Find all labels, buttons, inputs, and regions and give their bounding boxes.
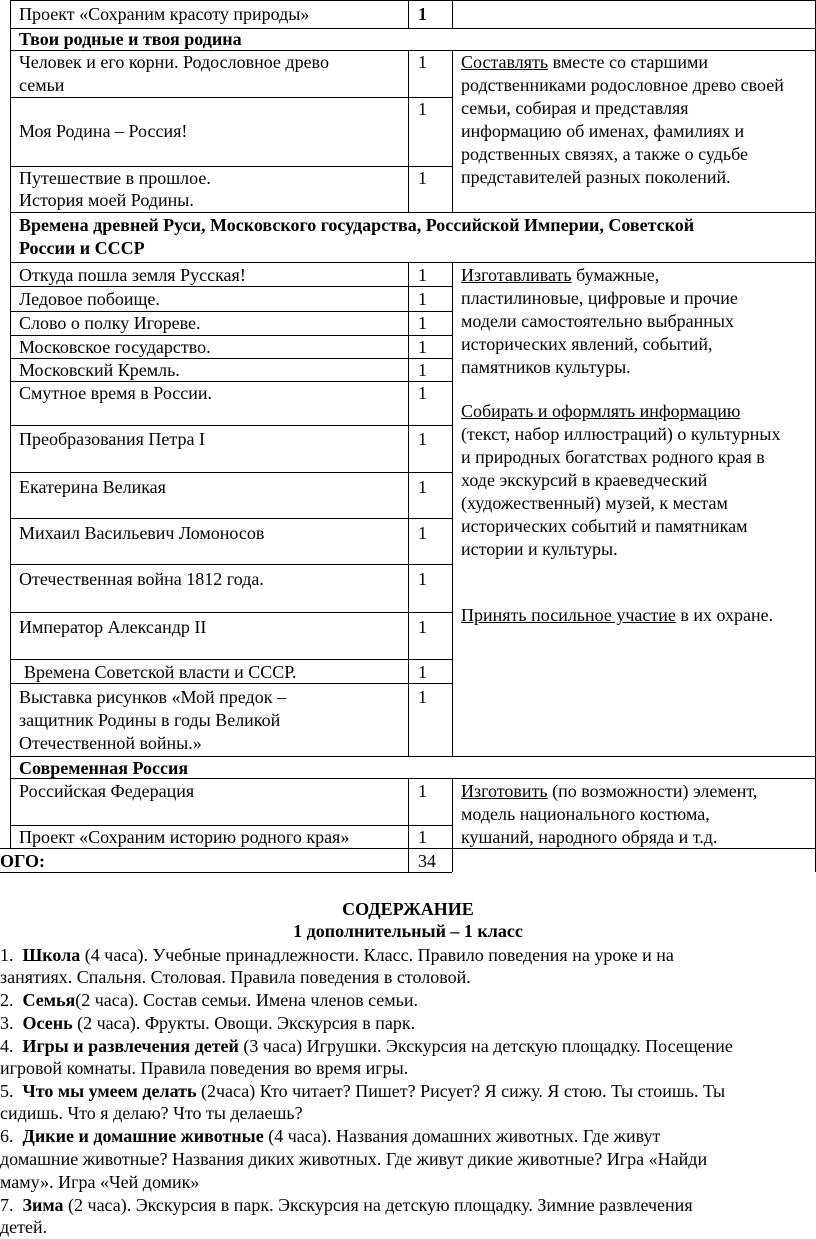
hours-cell: 1: [418, 313, 427, 333]
hours-cell: 1: [418, 477, 427, 497]
table-row-topic: Выставка рисунков «Мой предок –: [19, 687, 286, 707]
section-heading: Современная Россия: [19, 758, 189, 778]
table-row-topic: Проект «Сохраним историю родного края»: [19, 827, 350, 847]
table-row-topic: Ледовое побоище.: [19, 289, 160, 309]
table-row-topic: Российская Федерация: [19, 781, 195, 801]
document-page: Проект «Сохраним красоту природы» 1 Твои родные и твоя родина Человек и его корни. Родословное древо семьи 1 Моя Родина – Россия! 1 Путешествие в прошлое. История моей Родины. 1 Составлять вместе со старшими родственниками родословное древо своей семьи, собирая и представляя информацию об именах, фамилиях и родственных связях, а также о судьбе представителей разных поколений. Времена древней Руси, Московского государства, Российской Империи, Советской России и СССР Откуда пошла земля Русская! 1 Ледовое побоище. 1 Слово о полку Игореве. 1 Московское государство. 1 Московский Кремль. 1 Смутное время в России. 1 Преобразования Петра I 1 Екатерина Великая 1 Михаил Васильевич Ломоносов 1 Отечественная война 1812 года. 1 Император Александр II 1 Времена Советской власти и СССР. 1 Выставка рисунков «Мой предок – защитник Родины в годы Великой Отечественной войны.» 1 Изготавливать бумажные, пластилиновые, цифровые и прочие модели самостоятельно выбранных исторических явлений, событий, памятников культуры. Собирать и оформлять информацию (текст, набор иллюстраций) о культурных и природных богатствах родного края в ходе экскурсий в краеведческий (художественный) музей, к местам исторических событий и памятникам истории и культуры. Принять посильное участие в их охране. Современная Россия Российская Федерация 1 Проект «Сохраним историю родного края» 1 Изготовить (по возможности) элемент, модель национального костюма, кушаний, народного обряда и т.д. ОГО: 34 СОДЕРЖАНИЕ 1 дополнительный – 1 класс 1. Школа (4 часа). Учебные принадлежности. Класс. Правило поведения на уроке и на занятиях. Спальня. Столовая. Правила поведения в столовой. 2. Семья(2 часа). Состав семьи. Имена членов семьи. 3. Осень (2 часа). Фрукты. Овощи. Экскурсия в парк. 4. Игры и развлечения детей (3 часа) Игрушки. Экскурсия на детскую площадку. Посещение игровой комнаты. Правила поведения во время игры. 5. Что мы умеем делать (2часа) Кто читает? Пишет? Рисует? Я сижу. Я стою. Ты стоишь. Ты сидишь. Что я делаю? Что ты делаешь? 6. Дикие и домашние животные (4 часа). Названия домашних животных. Где живут домашние животные? Названия диких животных. Где живут дикие животные? Игра «Найди маму». Игра «Чей домик» 7. Зима (2 часа). Экскурсия в парк. Экскурсия на детскую площадку. Зимние развлечения детей.: [0, 0, 816, 1239]
list-item: 7. Зима (2 часа). Экскурсия в парк. Экскурсия на детскую площадку. Зимние развлечения: [0, 1195, 693, 1215]
section-heading: Времена древней Руси, Московского государства, Российской Империи, Советской: [19, 215, 695, 235]
table-row-topic: Отечественной войны.»: [19, 733, 202, 753]
hours-cell: 1: [418, 337, 427, 357]
total-label: ОГО:: [0, 851, 45, 871]
hours-cell: 1: [418, 781, 427, 801]
list-item: 3. Осень (2 часа). Фрукты. Овощи. Экскурсия в парк.: [0, 1013, 416, 1033]
hours-cell: 1: [418, 687, 427, 707]
table-row-topic: Император Александр II: [19, 617, 207, 637]
table-row-topic: Откуда пошла земля Русская!: [19, 265, 246, 285]
hours-cell: 1: [418, 289, 427, 309]
section-heading: России и СССР: [19, 238, 145, 258]
section-heading: Твои родные и твоя родина: [19, 29, 242, 49]
content-heading: СОДЕРЖАНИЕ: [342, 899, 474, 919]
table-row-topic: Отечественная война 1812 года.: [19, 569, 264, 589]
hours-cell: 1: [418, 429, 427, 449]
table-row-topic: Московский Кремль.: [19, 360, 180, 380]
content-subheading: 1 дополнительный – 1 класс: [293, 921, 523, 941]
list-item: 5. Что мы умеем делать (2часа) Кто читает? Пишет? Рисует? Я сижу. Я стою. Ты стоишь. Ты: [0, 1081, 726, 1101]
hours-cell: 1: [418, 4, 427, 24]
hours-cell: 1: [418, 617, 427, 637]
table-row-topic: Михаил Васильевич Ломоносов: [19, 523, 265, 543]
table-row-topic: Моя Родина – Россия!: [19, 121, 188, 141]
table-row-topic: Екатерина Великая: [19, 477, 166, 497]
table-row-topic: Времена Советской власти и СССР.: [24, 662, 297, 682]
list-item: 2. Семья(2 часа). Состав семьи. Имена членов семьи.: [0, 990, 418, 1010]
table-row-topic: История моей Родины.: [19, 190, 194, 210]
hours-cell: 1: [418, 265, 427, 285]
hours-cell: 1: [418, 360, 427, 380]
hours-cell: 1: [418, 523, 427, 543]
table-row-topic: Человек и его корни. Родословное древо: [19, 52, 329, 72]
hours-cell: 1: [418, 168, 427, 188]
hours-cell: 1: [418, 383, 427, 403]
table-row-topic: Слово о полку Игореве.: [19, 313, 201, 333]
table-row-topic: Путешествие в прошлое.: [19, 168, 211, 188]
hours-cell: 1: [418, 99, 427, 119]
hours-cell: 1: [418, 569, 427, 589]
hours-cell: 1: [418, 662, 427, 682]
table-row-topic: Московское государство.: [19, 337, 211, 357]
table-row-topic: семьи: [19, 75, 65, 95]
total-hours: 34: [418, 851, 436, 871]
list-item: 4. Игры и развлечения детей (3 часа) Игрушки. Экскурсия на детскую площадку. Посещение: [0, 1036, 733, 1056]
table-row-topic: Преобразования Петра I: [19, 429, 205, 449]
list-item: 1. Школа (4 часа). Учебные принадлежности. Класс. Правило поведения на уроке и на: [0, 945, 674, 965]
table-row: Проект «Сохраним красоту природы»: [19, 4, 310, 24]
list-item: 6. Дикие и домашние животные (4 часа). Названия домашних животных. Где живут: [0, 1126, 661, 1146]
hours-cell: 1: [418, 52, 427, 72]
table-row-topic: защитник Родины в годы Великой: [19, 710, 281, 730]
hours-cell: 1: [418, 827, 427, 847]
table-row-topic: Смутное время в России.: [19, 383, 213, 403]
